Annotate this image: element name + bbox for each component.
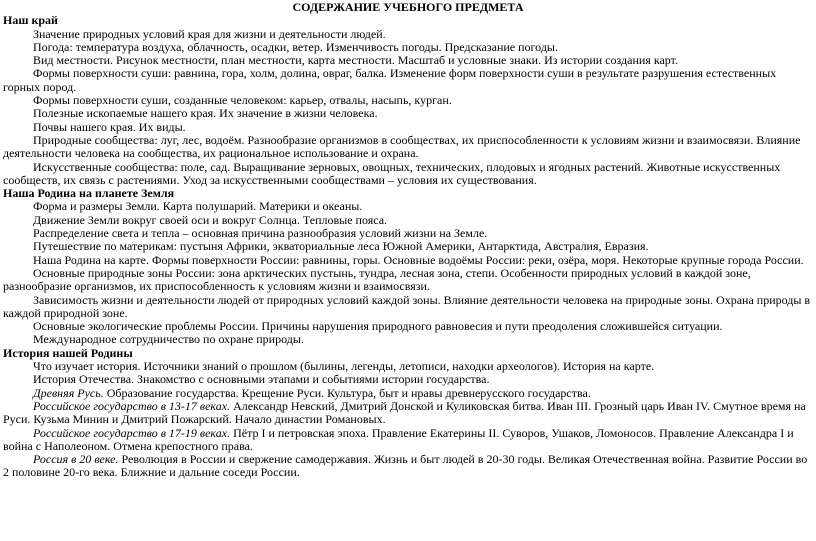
paragraph: [3, 373, 813, 386]
paragraph: [3, 134, 813, 161]
paragraph-text: Путешествие по материкам: пустыня Африки, экваториальные леса Южной Америки, Антарктида, Австралия, Евразия.: [33, 239, 649, 254]
paragraph-text: История Отечества. Знакомство с основными этапами и событиями истории государства.: [33, 372, 490, 387]
paragraph-text: Почвы нашего края. Их виды.: [33, 119, 186, 134]
paragraph-text: Основные природные зоны России: зона арктических пустынь, тундра, лесная зона, степи. Особенности природных условий в каждой зоне, разнообразие организмов, их приспособленность к условиям жизни и взаимосвязи.: [3, 265, 751, 294]
paragraph-text: Значение природных условий края для жизни и деятельности людей.: [33, 26, 386, 41]
paragraph: [3, 333, 813, 346]
paragraph: [3, 240, 813, 253]
paragraph-lead: Россия в 20 веке.: [33, 452, 119, 467]
paragraph: [3, 107, 813, 120]
paragraph-text: Международное сотрудничество по охране природы.: [33, 332, 304, 347]
paragraph: [3, 41, 813, 54]
paragraph: [3, 320, 813, 333]
document-title: СОДЕРЖАНИЕ УЧЕБНОГО ПРЕДМЕТА: [292, 0, 524, 14]
paragraph-text: Александр Невский, Дмитрий Донской и Куликовская битва. Иван III. Грозный царь Иван IV. Смутное время на Руси. Кузьма Минин и Дмитрий Пожарский. Начало династии Романовых.: [3, 398, 806, 427]
paragraph: [3, 67, 813, 94]
paragraph: [3, 294, 813, 321]
paragraph-text: Формы поверхности суши: равнина, гора, холм, долина, овраг, балка. Изменение форм поверхности суши в результате разрушения естественных горных пород.: [3, 66, 777, 94]
paragraph: [3, 254, 813, 267]
paragraph-lead: Российское государство в 13-17 веках.: [33, 398, 231, 413]
paragraph-text: Пётр I и петровская эпоха. Правление Екатерины II. Суворов, Ушаков, Ломоносов. Правление Александра I и война с Наполеоном. Отмена крепостного права.: [3, 425, 794, 453]
paragraph-text: Искусственные сообщества: поле, сад. Выращивание зерновых, овощных, технических, плодовых и ягодных растений. Животные искусственных сообществ, их связь с растениями. Уход за искусственными сообществами – условия их существования.: [3, 159, 781, 187]
paragraph: [3, 28, 813, 41]
paragraph: [3, 214, 813, 227]
paragraph: [3, 267, 813, 294]
paragraph: [3, 54, 813, 67]
paragraph: [3, 387, 813, 400]
paragraph: [3, 453, 813, 480]
paragraph: [3, 161, 813, 188]
paragraph-text: Наша Родина на карте. Формы поверхности России: равнины, горы. Основные водоёмы России: реки, озёра, моря. Некоторые крупные города России.: [33, 252, 804, 267]
paragraph-text: Что изучает история. Источники знаний о прошлом (былины, легенды, летописи, находки археологов). История на карте.: [33, 359, 655, 374]
paragraph: [3, 427, 813, 454]
paragraph: [3, 94, 813, 107]
paragraph: [3, 121, 813, 134]
sections-container: [3, 14, 813, 479]
paragraph-text: Полезные ископаемые нашего края. Их значение в жизни человека.: [33, 106, 378, 121]
paragraph: [3, 227, 813, 240]
paragraph-text: Форма и размеры Земли. Карта полушарий. Материки и океаны.: [33, 199, 363, 214]
paragraph-lead: Древняя Русь.: [33, 385, 104, 400]
section-heading: История нашей Родины: [3, 345, 133, 360]
paragraph-text: Погода: температура воздуха, облачность, осадки, ветер. Изменчивость погоды. Предсказание погоды.: [33, 39, 558, 54]
section-heading: Наш край: [3, 13, 58, 28]
paragraph-lead: Российское государство в 17-19 веках.: [33, 425, 231, 440]
paragraph-text: Образование государства. Крещение Руси. Культура, быт и нравы древнерусского государства.: [103, 385, 591, 400]
paragraph-text: Зависимость жизни и деятельности людей от природных условий каждой зоны. Влияние деятельности человека на природные зоны. Охрана природы в каждой природной зоне.: [3, 292, 811, 320]
paragraph: [3, 200, 813, 213]
paragraph-text: Вид местности. Рисунок местности, план местности, карта местности. Масштаб и условные знаки. Из истории создания карт.: [33, 53, 678, 68]
paragraph-text: Революция в России и свержение самодержавия. Жизнь и быт людей в 20-30 годы. Великая Отечественная война. Развитие России во 2 половине 20-го века. Ближние и дальние соседи России.: [3, 452, 808, 480]
paragraph-text: Природные сообщества: луг, лес, водоём. Разнообразие организмов в сообществах, их приспособленности к условиям жизни и взаимосвязи. Влияние деятельности человека на сообщества, их рациональное использование и охрана.: [3, 132, 801, 161]
paragraph-text: Распределение света и тепла – основная причина разнообразия условий жизни на Земле.: [33, 226, 488, 241]
document: [0, 1, 816, 480]
paragraph-text: Формы поверхности суши, созданные человеком: карьер, отвалы, насыпь, курган.: [33, 93, 452, 108]
paragraph-text: Движение Земли вокруг своей оси и вокруг Солнца. Тепловые пояса.: [33, 212, 388, 227]
paragraph: [3, 360, 813, 373]
paragraph-text: Основные экологические проблемы России. Причины нарушения природного равновесия и пути преодоления сложившейся ситуации.: [33, 319, 723, 334]
paragraph: [3, 400, 813, 427]
section-heading: Наша Родина на планете Земля: [3, 186, 175, 201]
